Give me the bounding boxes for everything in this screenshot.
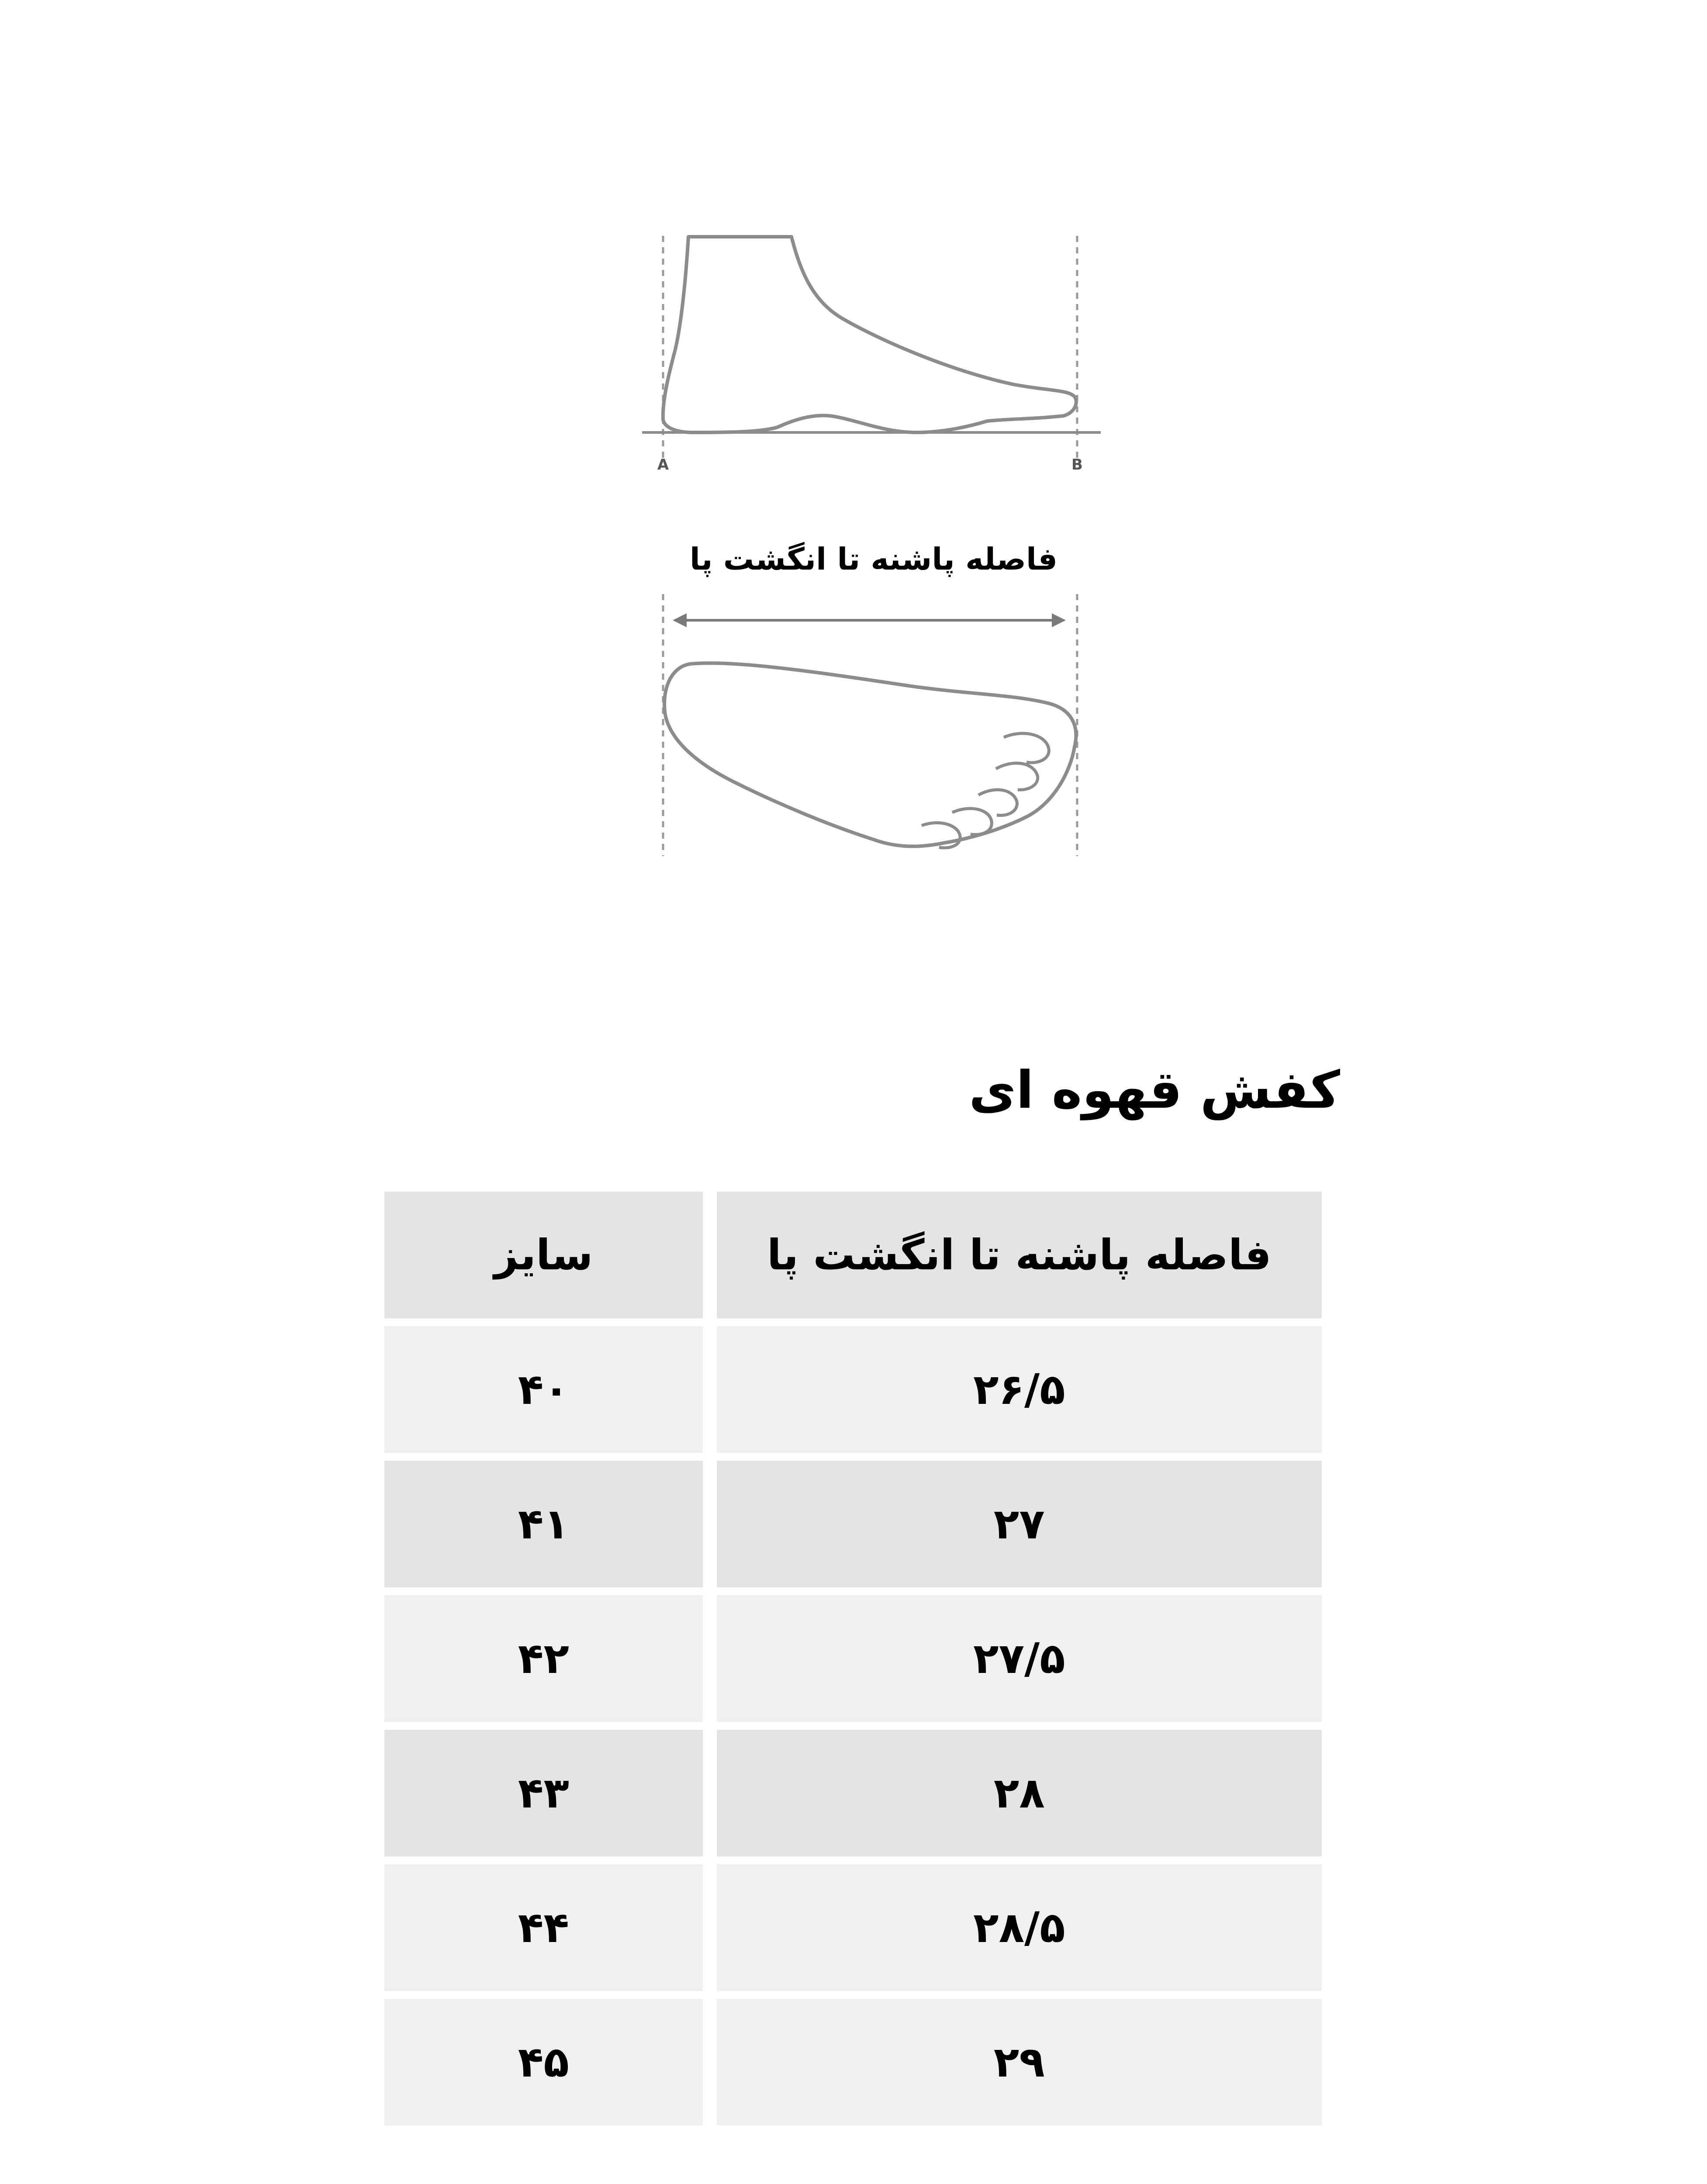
cell-size: ۴۲ (384, 1595, 703, 1722)
cell-length: ۲۸/۵ (717, 1864, 1322, 1991)
table-header-row (384, 1192, 1322, 1318)
table-row (384, 1326, 1322, 1453)
cell-size: ۴۳ (384, 1730, 703, 1856)
cell-size: ۴۱ (384, 1461, 703, 1587)
cell-length: ۲۸ (717, 1730, 1322, 1856)
foot-top-illustration (638, 537, 1109, 860)
foot-top-diagram (638, 537, 1109, 860)
foot-side-illustration (638, 227, 1109, 480)
header-size: سایز (384, 1192, 703, 1318)
size-chart-table (370, 1184, 1336, 2133)
table-row (384, 1461, 1322, 1587)
foot-side-diagram (638, 227, 1109, 480)
table-row (384, 1730, 1322, 1856)
cell-size: ۴۴ (384, 1864, 703, 1991)
measure-label: فاصله پاشنه تا انگشت پا (689, 541, 1058, 577)
cell-length: ۲۷/۵ (717, 1595, 1322, 1722)
cell-length: ۲۷ (717, 1461, 1322, 1587)
table-row (384, 1999, 1322, 2125)
cell-length: ۲۹ (717, 1999, 1322, 2125)
cell-size: ۴۰ (384, 1326, 703, 1453)
table-row (384, 1864, 1322, 1991)
measure-arrow (673, 613, 1066, 627)
product-title: کفش قهوه ای (969, 1060, 1340, 1120)
table-row (384, 1595, 1322, 1722)
point-a-label: A (657, 456, 669, 473)
cell-size: ۴۵ (384, 1999, 703, 2125)
header-length: فاصله پاشنه تا انگشت پا (717, 1192, 1322, 1318)
cell-length: ۲۶/۵ (717, 1326, 1322, 1453)
point-b-label: B (1071, 456, 1083, 473)
